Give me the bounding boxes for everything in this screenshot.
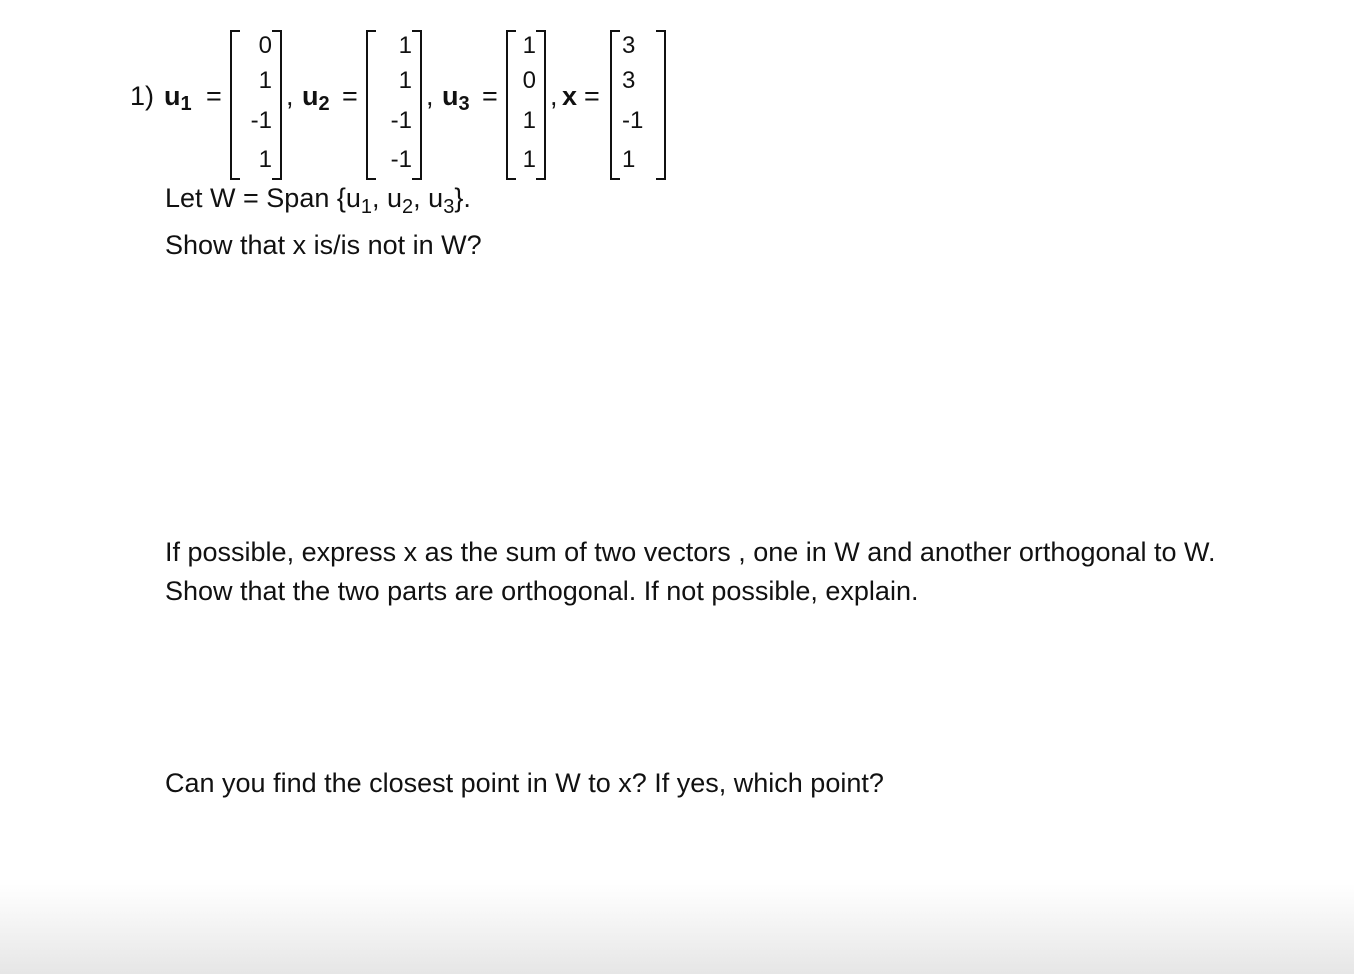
right-bracket bbox=[656, 30, 666, 180]
vector-u2-label: u2 bbox=[302, 81, 330, 115]
matrix-entry: 1 bbox=[258, 67, 272, 94]
matrix-entry: 1 bbox=[522, 32, 536, 59]
matrix-entry: 3 bbox=[622, 32, 636, 59]
right-bracket bbox=[272, 30, 282, 180]
page-bottom-shadow bbox=[0, 884, 1354, 974]
matrix-entry: 1 bbox=[258, 146, 272, 173]
question-2-line-2: Show that the two parts are orthogonal. If not possible, explain. bbox=[165, 576, 919, 606]
matrix-entry: 0 bbox=[258, 32, 272, 59]
matrix-entry: -1 bbox=[250, 107, 272, 134]
comma: , bbox=[426, 81, 434, 111]
matrix-entry: 1 bbox=[622, 146, 636, 173]
comma: , bbox=[286, 81, 294, 111]
question-2-line-1: If possible, express x as the sum of two vectors , one in W and another orthogonal to W. bbox=[165, 537, 1216, 567]
matrix-entry: 0 bbox=[522, 67, 536, 94]
problem-number: 1) bbox=[130, 81, 155, 111]
matrix-entry: -1 bbox=[622, 107, 644, 134]
vector-x-matrix bbox=[610, 30, 666, 178]
vector-u1-matrix bbox=[230, 30, 282, 178]
vector-x-label: x bbox=[562, 81, 578, 111]
equals-sign: = bbox=[482, 81, 498, 111]
equals-sign: = bbox=[206, 81, 222, 111]
left-bracket bbox=[230, 30, 240, 180]
vector-u1-label: u1 bbox=[164, 81, 192, 115]
span-definition: Let W = Span {$u_1$, $u_2$, $u_3$}. bbox=[165, 183, 471, 218]
vector-u3-matrix bbox=[506, 30, 546, 178]
equals-sign: = bbox=[342, 81, 358, 111]
left-bracket bbox=[366, 30, 376, 180]
question-3: Can you find the closest point in W to x? If yes, which point? bbox=[165, 768, 884, 798]
right-bracket bbox=[412, 30, 422, 180]
left-bracket bbox=[610, 30, 620, 180]
comma: , bbox=[550, 81, 558, 111]
matrix-entry: 1 bbox=[398, 67, 412, 94]
problem-1-vectors bbox=[130, 30, 690, 178]
matrix-entry: 3 bbox=[622, 67, 636, 94]
matrix-entry: 1 bbox=[522, 146, 536, 173]
right-bracket bbox=[536, 30, 546, 180]
matrix-entry: -1 bbox=[390, 146, 412, 173]
matrix-entry: -1 bbox=[390, 107, 412, 134]
matrix-entry: 1 bbox=[522, 107, 536, 134]
vector-u3-label: u3 bbox=[442, 81, 470, 115]
question-1: Show that x is/is not in W? bbox=[165, 230, 482, 260]
vector-u2-matrix bbox=[366, 30, 422, 178]
matrix-entry: 1 bbox=[398, 32, 412, 59]
equals-sign: = bbox=[584, 81, 600, 111]
left-bracket bbox=[506, 30, 516, 180]
